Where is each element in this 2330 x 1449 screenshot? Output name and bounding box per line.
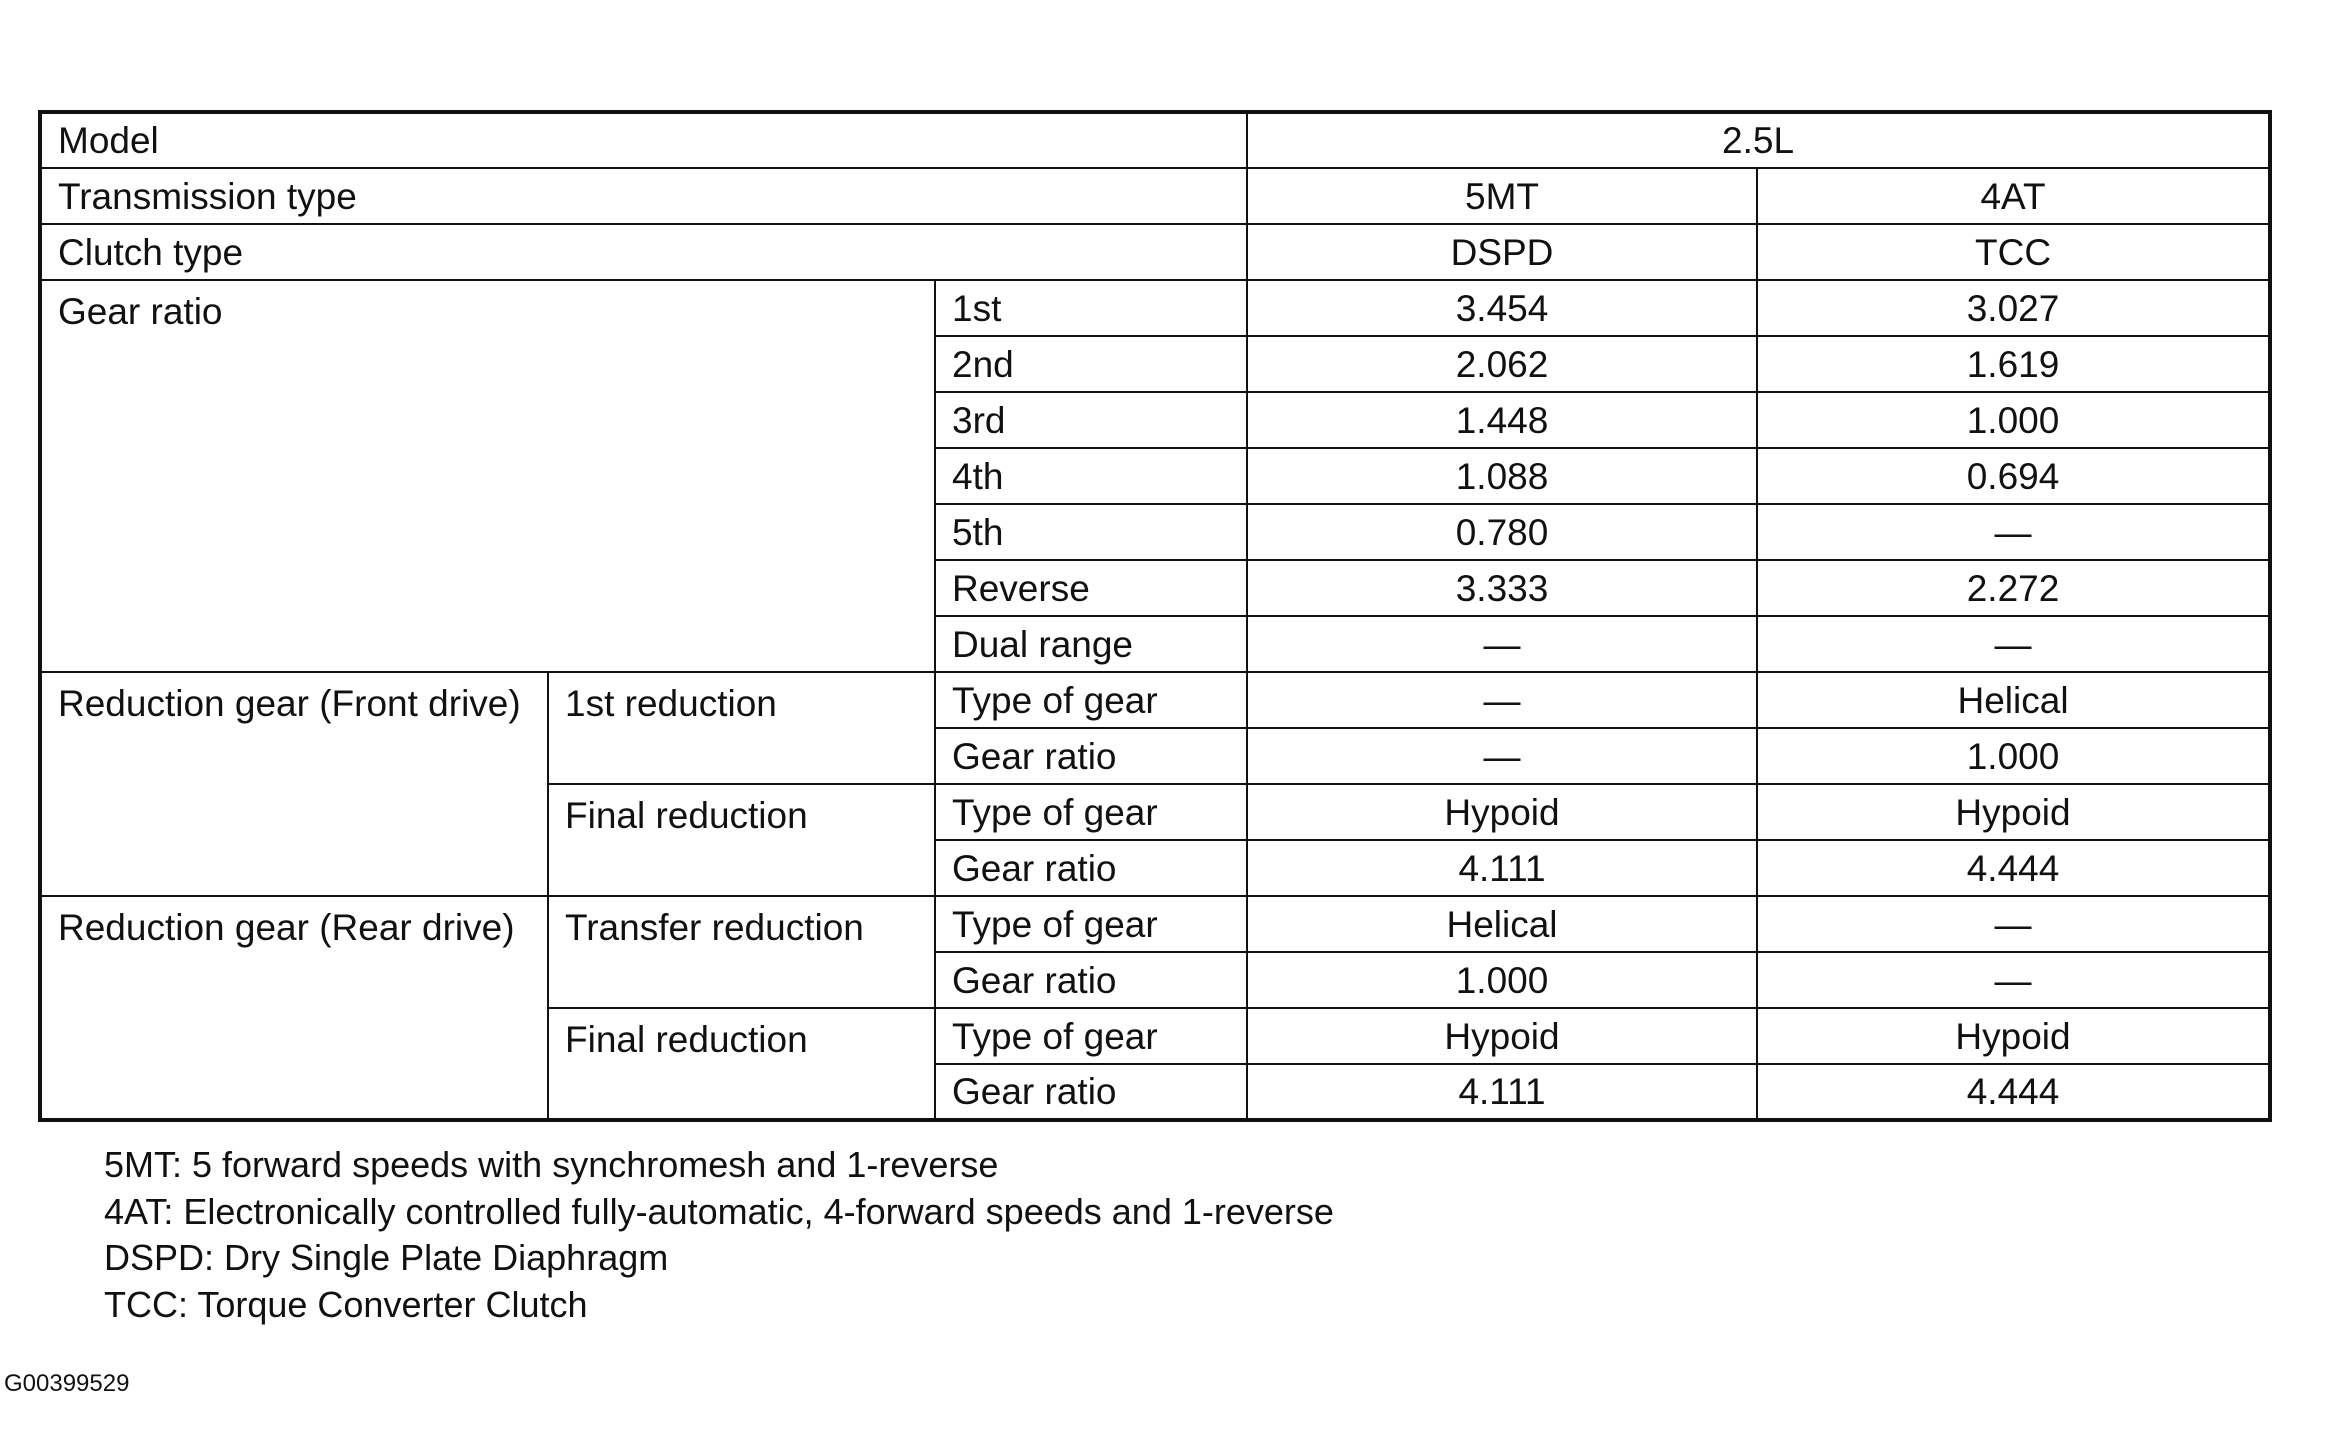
clutch-5mt: DSPD [1247,224,1757,280]
front-first-reduction-label: 1st reduction [548,672,935,784]
transmission-5mt: 5MT [1247,168,1757,224]
table-row [40,112,2270,168]
front-final-reduction-label: Final reduction [548,784,935,896]
front-first-ratio-5mt: — [1247,728,1757,784]
type-of-gear-label: Type of gear [935,784,1247,840]
gear-name: 1st [935,280,1247,336]
front-final-type-4at: Hypoid [1757,784,2270,840]
gear-name: 5th [935,504,1247,560]
transmission-spec-table [38,110,2272,1122]
front-final-type-5mt: Hypoid [1247,784,1757,840]
front-drive-label: Reduction gear (Front drive) [40,672,548,896]
gear-ratio-label: Gear ratio [40,280,935,672]
rear-final-ratio-5mt: 4.111 [1247,1064,1757,1120]
rear-final-ratio-4at: 4.444 [1757,1064,2270,1120]
table-row [40,224,2270,280]
gear-ratio-4at: 2.272 [1757,560,2270,616]
gear-ratio-4at: 1.000 [1757,392,2270,448]
front-first-type-5mt: — [1247,672,1757,728]
gear-ratio-5mt: 1.088 [1247,448,1757,504]
gear-name: Reverse [935,560,1247,616]
model-label: Model [40,112,1247,168]
rear-final-type-4at: Hypoid [1757,1008,2270,1064]
footnote-tcc: TCC: Torque Converter Clutch [104,1283,588,1325]
model-value: 2.5L [1247,112,2270,168]
footnote-5mt: 5MT: 5 forward speeds with synchromesh and 1-reverse [104,1144,999,1185]
gear-ratio-5mt: 0.780 [1247,504,1757,560]
clutch-4at: TCC [1757,224,2270,280]
clutch-type-label: Clutch type [40,224,1247,280]
table-row [40,672,2270,728]
front-final-ratio-5mt: 4.111 [1247,840,1757,896]
gear-ratio-5mt: — [1247,616,1757,672]
rear-transfer-reduction-label: Transfer reduction [548,896,935,1008]
gear-ratio-4at: — [1757,616,2270,672]
gear-ratio-4at: 0.694 [1757,448,2270,504]
transmission-type-label: Transmission type [40,168,1247,224]
type-of-gear-label: Type of gear [935,1008,1247,1064]
rear-final-type-5mt: Hypoid [1247,1008,1757,1064]
gear-ratio-row-label: Gear ratio [935,952,1247,1008]
gear-ratio-row-label: Gear ratio [935,728,1247,784]
type-of-gear-label: Type of gear [935,896,1247,952]
gear-ratio-row-label: Gear ratio [935,1064,1247,1120]
footnote-4at: 4AT: Electronically controlled fully-automatic, 4-forward speeds and 1-reverse [104,1190,1334,1232]
front-first-ratio-4at: 1.000 [1757,728,2270,784]
table-row [40,280,2270,336]
gear-ratio-row-label: Gear ratio [935,840,1247,896]
gear-ratio-4at: 3.027 [1757,280,2270,336]
front-first-type-4at: Helical [1757,672,2270,728]
rear-transfer-ratio-5mt: 1.000 [1247,952,1757,1008]
footnotes [104,1142,1334,1328]
rear-drive-label: Reduction gear (Rear drive) [40,896,548,1120]
transmission-4at: 4AT [1757,168,2270,224]
rear-final-reduction-label: Final reduction [548,1008,935,1120]
rear-transfer-type-4at: — [1757,896,2270,952]
gear-name: 3rd [935,392,1247,448]
gear-ratio-5mt: 2.062 [1247,336,1757,392]
type-of-gear-label: Type of gear [935,672,1247,728]
figure-code: G00399529 [4,1370,130,1397]
rear-transfer-type-5mt: Helical [1247,896,1757,952]
gear-ratio-4at: — [1757,504,2270,560]
front-final-ratio-4at: 4.444 [1757,840,2270,896]
gear-ratio-4at: 1.619 [1757,336,2270,392]
gear-ratio-5mt: 1.448 [1247,392,1757,448]
rear-transfer-ratio-4at: — [1757,952,2270,1008]
gear-name: 2nd [935,336,1247,392]
table-row [40,896,2270,952]
gear-ratio-5mt: 3.454 [1247,280,1757,336]
gear-name: Dual range [935,616,1247,672]
table-row [40,168,2270,224]
gear-name: 4th [935,448,1247,504]
footnote-dspd: DSPD: Dry Single Plate Diaphragm [104,1237,669,1278]
gear-ratio-5mt: 3.333 [1247,560,1757,616]
